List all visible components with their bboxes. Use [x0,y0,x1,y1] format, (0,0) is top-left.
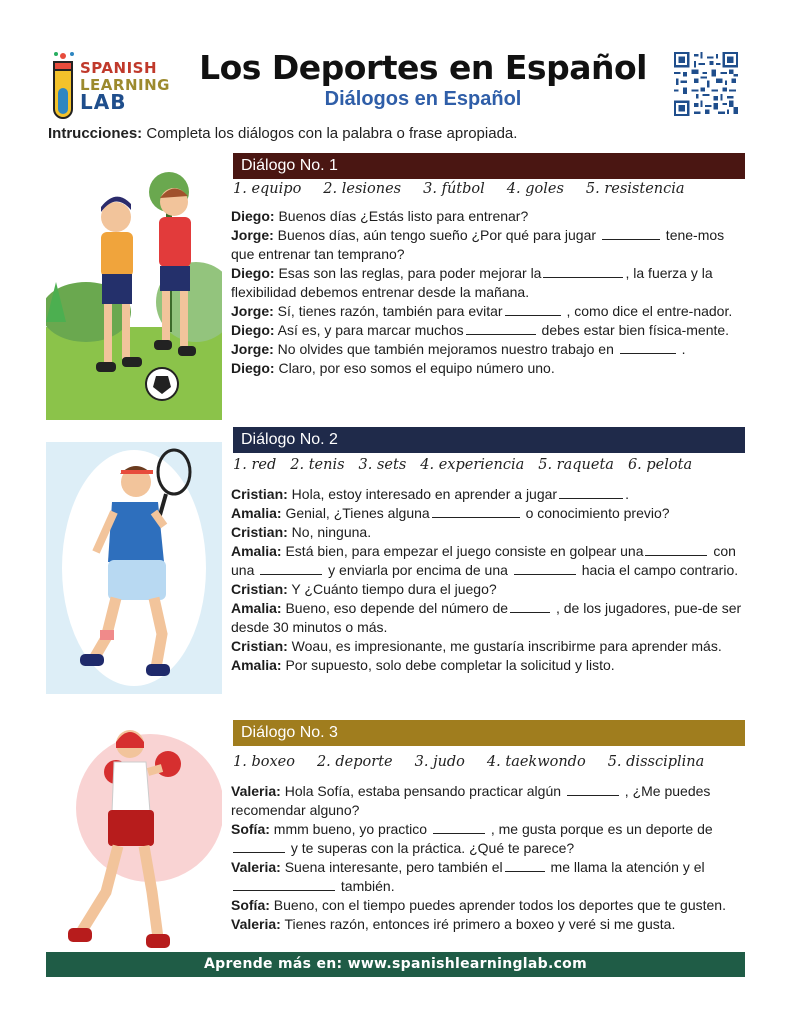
line-text: Por supuesto, solo debe completar la solicitud y listo. [281,657,615,673]
word-bank-item: 1. equipo [233,181,302,197]
dialog-line [231,523,746,542]
dialog-line [231,782,746,820]
speaker: Amalia: [231,543,282,559]
dialog-2-heading: Diálogo No. 2 [233,427,745,453]
page-title: Los Deportes en Español [199,48,647,87]
line-text: también. [337,878,395,894]
dialog-line [231,264,746,302]
line-text: Buenos días ¿Estás listo para entrenar? [274,208,529,224]
word-bank-item: 4. goles [506,181,564,197]
speaker: Diego: [231,208,275,224]
logo-line-3: LAB [80,90,127,114]
speaker: Valeria: [231,916,281,932]
speaker: Amalia: [231,505,282,521]
line-text: . [625,486,629,502]
word-bank-item: 5. resistencia [585,181,685,197]
answer-blank[interactable] [510,601,550,613]
answer-blank[interactable] [620,342,676,354]
line-text: y te superas con la práctica. ¿Qué te parece? [287,840,575,856]
logo-line-2: LEARNING [80,76,170,94]
dialog-line [231,340,746,359]
answer-blank[interactable] [514,563,576,575]
line-text: Bueno, con el tiempo puedes aprender todos los deportes que te gusten. [269,897,726,913]
word-bank-item: 4. experiencia [420,457,525,473]
line-text: , la fuerza y la flexibilidad debemos entrenar desde la mañana. [231,265,713,300]
dialog-line [231,485,746,504]
page-subtitle: Diálogos en Español [324,88,522,110]
answer-blank[interactable] [433,822,485,834]
footer-website-link[interactable]: Aprende más en: www.spanishlearninglab.com [46,952,745,977]
word-bank-item: 1. boxeo [233,754,295,770]
logo-line-1: SPANISH [80,59,158,77]
speaker: Valeria: [231,783,281,799]
line-text: Hola, estoy interesado en aprender a jugar [287,486,558,502]
dialog-line [231,207,746,226]
speaker: Cristian: [231,581,288,597]
word-bank-item: 3. judo [414,754,465,770]
speaker: Amalia: [231,657,282,673]
speaker: Jorge: [231,303,274,319]
dialog-3-word-bank [233,754,704,770]
line-text: me llama la atención y el [546,859,705,875]
speaker: Amalia: [231,600,282,616]
line-text: No, ninguna. [287,524,372,540]
dialog-3-text [231,782,746,934]
answer-blank[interactable] [260,563,322,575]
answer-blank[interactable] [233,879,335,891]
line-text: , de los jugadores, pue-de ser desde 30 minutos o más. [231,600,742,635]
word-bank-item: 2. lesiones [323,181,402,197]
line-text: tene-mos que entrenar tan temprano? [231,227,725,262]
speaker: Diego: [231,322,275,338]
line-text: Está bien, para empezar el juego consiste en golpear una [281,543,644,559]
speaker: Cristian: [231,638,288,654]
answer-blank[interactable] [602,228,660,240]
speaker: Diego: [231,360,275,376]
word-bank-item: 3. sets [358,457,407,473]
qr-code-icon [674,52,738,116]
answer-blank[interactable] [505,860,545,872]
dialog-line [231,504,746,523]
dialog-line [231,226,746,264]
line-text: Sí, tienes razón, también para evitar [273,303,503,319]
line-text: Woau, es impresionante, me gustaría inscribirme para aprender más. [287,638,722,654]
word-bank-item: 1. red [233,457,277,473]
word-bank-item: 4. taekwondo [486,754,586,770]
dialog-line [231,321,746,340]
line-text: Claro, por eso somos el equipo número uno. [274,360,555,376]
line-text: Tienes razón, entonces iré primero a boxeo y veré si me gusta. [280,916,676,932]
answer-blank[interactable] [543,266,623,278]
word-bank-item: 3. fútbol [423,181,485,197]
speaker: Cristian: [231,486,288,502]
speaker: Jorge: [231,341,274,357]
word-bank-item: 5. raqueta [538,457,614,473]
dialog-1-word-bank [233,181,707,197]
dialog-line [231,915,746,934]
soccer-players-illustration [46,162,222,420]
dialog-line [231,580,746,599]
dialog-2-text [231,485,746,675]
line-text: , me gusta porque es un deporte de [486,821,713,837]
answer-blank[interactable] [505,304,561,316]
line-text: Esas son las reglas, para poder mejorar la [274,265,542,281]
line-text: y enviarla por encima de una [324,562,512,578]
line-text: Bueno, eso depende del número de [281,600,509,616]
word-bank-item: 6. pelota [627,457,693,473]
boxer-illustration [46,712,222,958]
dialog-line [231,656,746,675]
answer-blank[interactable] [466,323,536,335]
line-text: No olvides que también mejoramos nuestro trabajo en [273,341,618,357]
line-text: Buenos días, aún tengo sueño ¿Por qué para jugar [273,227,600,243]
speaker: Jorge: [231,227,274,243]
dialog-1-heading: Diálogo No. 1 [233,153,745,179]
answer-blank[interactable] [233,841,285,853]
dialog-line [231,820,746,858]
line-text: Genial, ¿Tienes alguna [281,505,430,521]
dialog-3-heading: Diálogo No. 3 [233,720,745,746]
instructions-label: Intrucciones: [48,125,143,142]
line-text: . [677,341,686,357]
word-bank-item: 5. dissciplina [607,754,705,770]
line-text: Y ¿Cuánto tiempo dura el juego? [287,581,497,597]
dialog-1-text [231,207,746,378]
speaker: Sofía: [231,821,270,837]
instructions-text: Completa los diálogos con la palabra o frase apropiada. [142,125,518,142]
answer-blank[interactable] [559,487,623,499]
line-text: hacia el campo contrario. [577,562,739,578]
word-bank-item: 2. deporte [316,754,393,770]
dialog-line [231,542,746,580]
dialog-line [231,858,746,896]
tennis-player-illustration [46,442,222,694]
speaker: Valeria: [231,859,281,875]
line-text: , ¿Me puedes recomendar alguno? [231,783,711,818]
answer-blank[interactable] [567,784,619,796]
dialog-line [231,302,746,321]
line-text: Hola Sofía, estaba pensando practicar algún [280,783,565,799]
line-text: Suena interesante, pero también el [280,859,503,875]
line-text: o conocimiento previo? [521,505,670,521]
dialog-line [231,896,746,915]
line-text: debes estar bien física-mente. [537,322,730,338]
answer-blank[interactable] [432,506,520,518]
line-text: con una [231,543,736,578]
speaker: Cristian: [231,524,288,540]
speaker: Sofía: [231,897,270,913]
answer-blank[interactable] [645,544,707,556]
word-bank-item: 2. tenis [290,457,345,473]
dialog-line [231,359,746,378]
dialog-line [231,599,746,637]
logo-wordmark [80,59,170,114]
speaker: Diego: [231,265,275,281]
dialog-2-word-bank [233,457,692,473]
line-text: mmm bueno, yo practico [269,821,431,837]
line-text: Así es, y para marcar muchos [274,322,464,338]
dialog-line [231,637,746,656]
line-text: , como dice el entre-nador. [562,303,733,319]
instructions [48,125,517,142]
